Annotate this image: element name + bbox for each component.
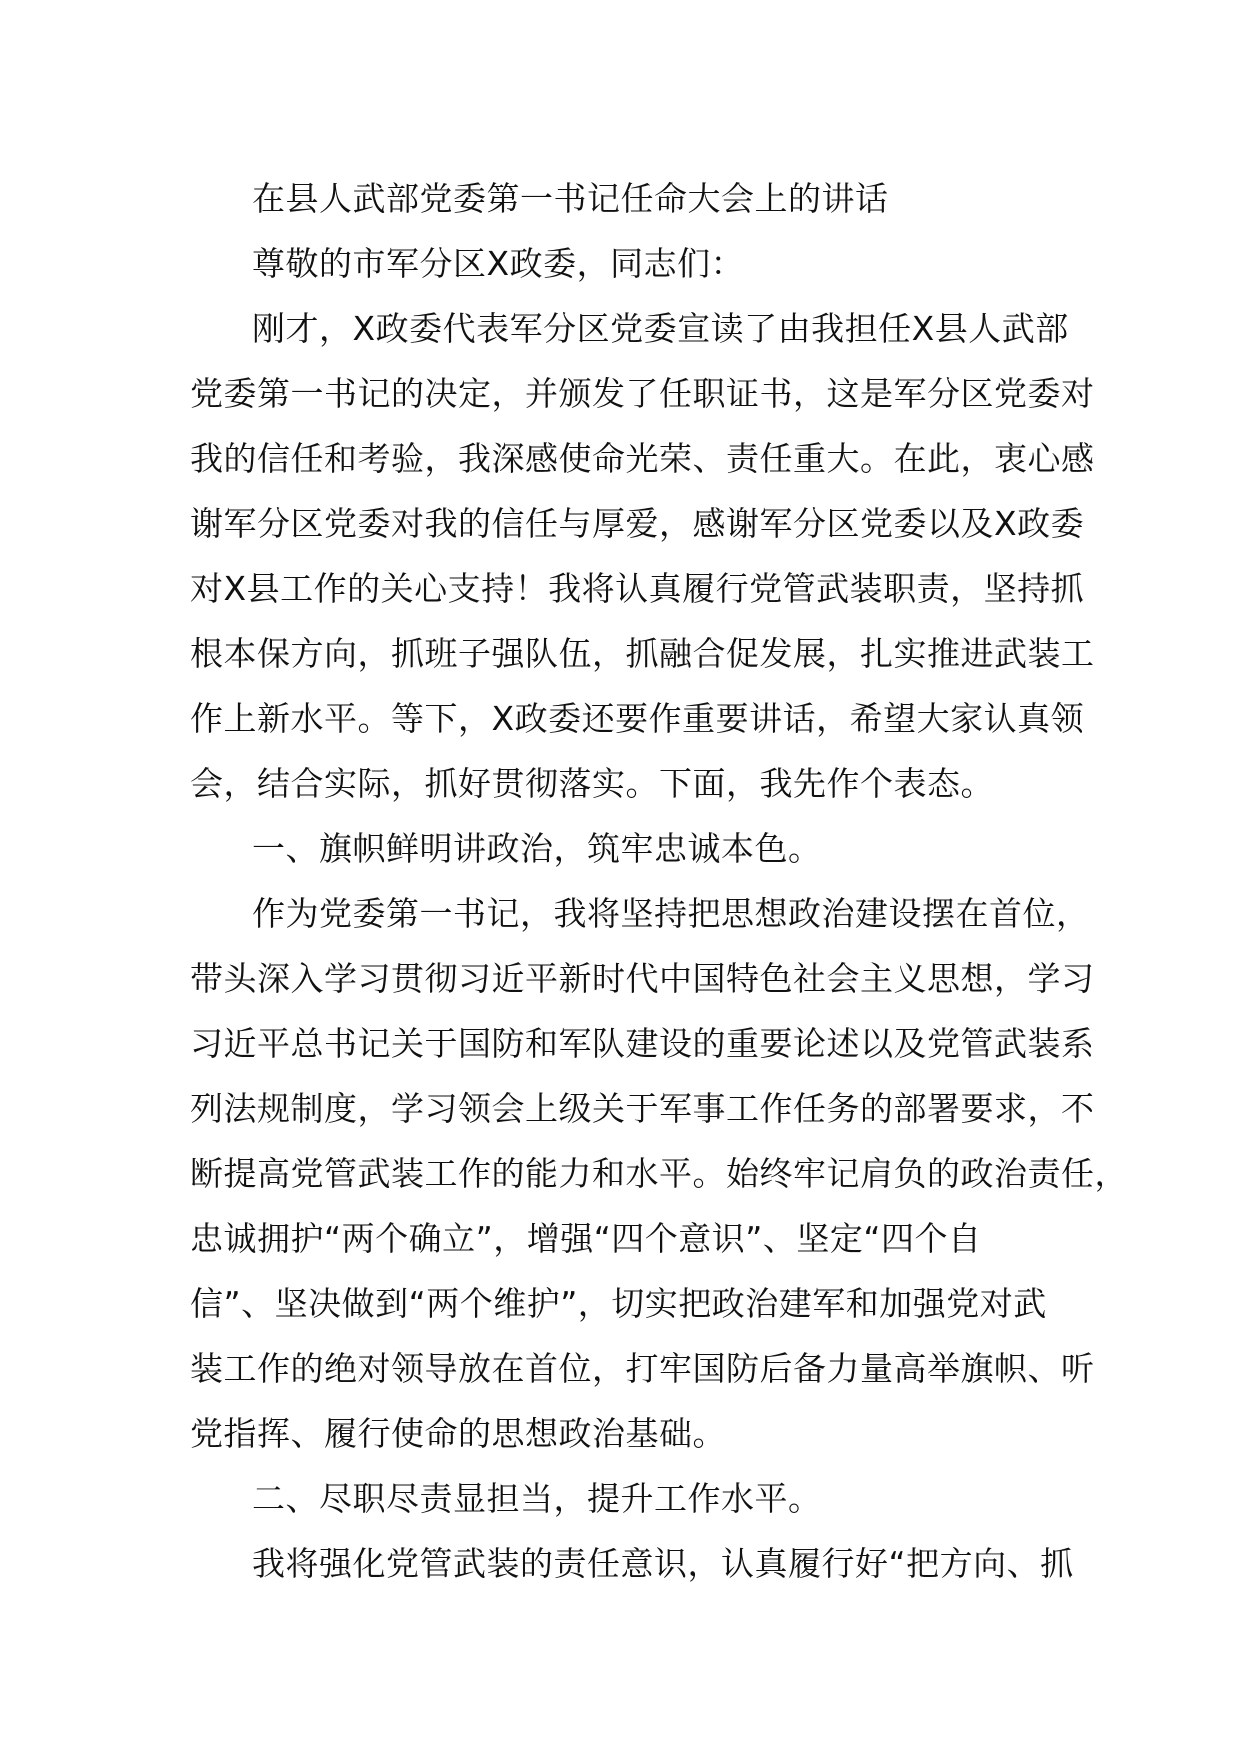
paragraph-line: 习近平总书记关于国防和军队建设的重要论述以及党管武装系	[190, 1024, 1095, 1063]
paragraph-line: 忠诚拥护“两个确立”，增强“四个意识”、坚定“四个自	[190, 1219, 982, 1258]
paragraph-line: 会，结合实际，抓好贯彻落实。下面，我先作个表态。	[190, 764, 994, 803]
paragraph-line: 装工作的绝对领导放在首位，打牢国防后备力量高举旗帜、听	[190, 1349, 1095, 1388]
paragraph-line: 作上新水平。等下，X政委还要作重要讲话，希望大家认真领	[190, 699, 1085, 738]
paragraph-line: 信”、坚决做到“两个维护”，切实把政治建军和加强党对武	[190, 1284, 1047, 1323]
paragraph-line: 党委第一书记的决定，并颁发了任职证书，这是军分区党委对	[190, 374, 1095, 413]
paragraph-line: 作为党委第一书记，我将坚持把思想政治建设摆在首位，	[252, 894, 1090, 933]
salutation: 尊敬的市军分区X政委，同志们：	[252, 244, 745, 283]
section-heading: 一、旗帜鲜明讲政治，筑牢忠诚本色。	[252, 829, 822, 868]
paragraph-line: 列法规制度，学习领会上级关于军事工作任务的部署要求，不	[190, 1089, 1095, 1128]
paragraph-line: 断提高党管武装工作的能力和水平。始终牢记肩负的政治责任，	[190, 1154, 1128, 1193]
paragraph-line: 谢军分区党委对我的信任与厚爱，感谢军分区党委以及X政委	[190, 504, 1085, 543]
paragraph-line: 对X县工作的关心支持！我将认真履行党管武装职责，坚持抓	[190, 569, 1085, 608]
document-title: 在县人武部党委第一书记任命大会上的讲话	[252, 179, 889, 218]
section-heading: 二、尽职尽责显担当，提升工作水平。	[252, 1479, 822, 1518]
paragraph-line: 我的信任和考验，我深感使命光荣、责任重大。在此，衷心感	[190, 439, 1095, 478]
paragraph-line: 党指挥、履行使命的思想政治基础。	[190, 1414, 726, 1453]
paragraph-line: 我将强化党管武装的责任意识，认真履行好“把方向、抓	[252, 1544, 1074, 1583]
paragraph-line: 刚才，X政委代表军分区党委宣读了由我担任X县人武部	[252, 309, 1069, 348]
paragraph-line: 带头深入学习贯彻习近平新时代中国特色社会主义思想，学习	[190, 959, 1095, 998]
document-body	[190, 166, 1128, 1596]
paragraph-line: 根本保方向，抓班子强队伍，抓融合促发展，扎实推进武装工	[190, 634, 1095, 673]
